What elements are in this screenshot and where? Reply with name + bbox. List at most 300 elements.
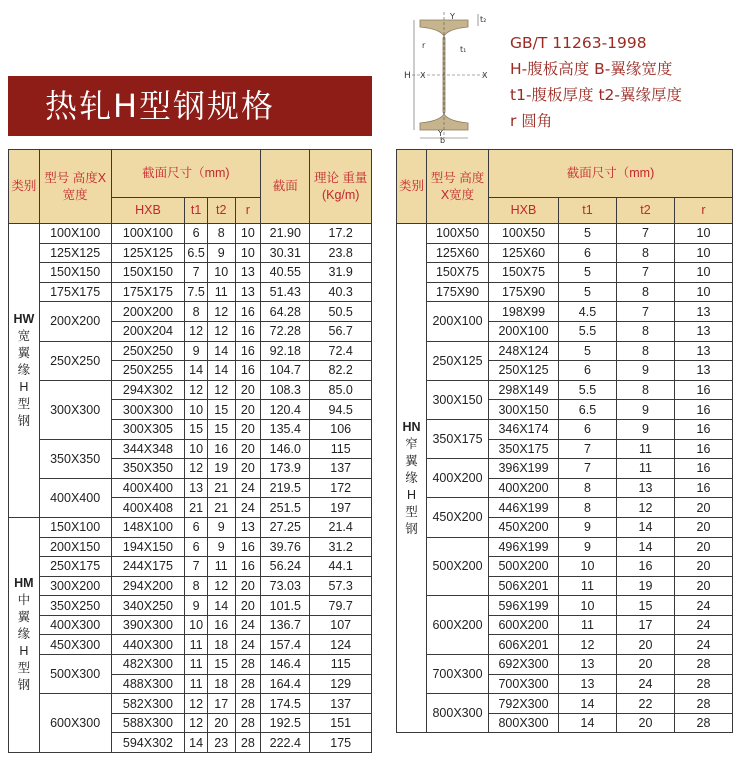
value-cell: 8	[559, 498, 617, 518]
value-cell: 800X300	[489, 713, 559, 733]
value-cell: 222.4	[261, 733, 310, 753]
value-cell: 13	[235, 517, 261, 537]
value-cell: 13	[675, 321, 733, 341]
value-cell: 7	[559, 459, 617, 479]
value-cell: 22	[617, 694, 675, 714]
diagram-t1: t₁	[460, 45, 467, 54]
value-cell: 20	[617, 655, 675, 675]
model-cell: 400X300	[39, 615, 111, 635]
value-cell: 14	[207, 361, 235, 381]
value-cell: 9	[185, 596, 208, 616]
value-cell: 194X150	[111, 537, 185, 557]
value-cell: 300X305	[111, 419, 185, 439]
value-cell: 18	[207, 674, 235, 694]
value-cell: 10	[235, 243, 261, 263]
value-cell: 11	[185, 674, 208, 694]
value-cell: 450X200	[489, 517, 559, 537]
value-cell: 13	[235, 263, 261, 283]
value-cell: 104.7	[261, 361, 310, 381]
value-cell: 10	[185, 439, 208, 459]
value-cell: 9	[559, 537, 617, 557]
value-cell: 6	[559, 361, 617, 381]
value-cell: 56.24	[261, 557, 310, 577]
table-row	[9, 341, 372, 361]
value-cell: 488X300	[111, 674, 185, 694]
model-cell: 400X400	[39, 478, 111, 517]
header-dims: 截面尺寸（mm)	[489, 150, 733, 198]
value-cell: 125X60	[489, 243, 559, 263]
value-cell: 192.5	[261, 713, 310, 733]
table-row	[9, 635, 372, 655]
header-area: 截面	[261, 150, 310, 224]
value-cell: 11	[559, 615, 617, 635]
value-cell: 28	[675, 674, 733, 694]
value-cell: 14	[185, 361, 208, 381]
category-name-char: 缘	[17, 627, 31, 642]
table-row	[397, 263, 733, 283]
value-cell: 30.31	[261, 243, 310, 263]
value-cell: 14	[207, 341, 235, 361]
value-cell: 19	[207, 459, 235, 479]
value-cell: 9	[617, 419, 675, 439]
value-cell: 8	[185, 302, 208, 322]
table-row	[397, 341, 733, 361]
value-cell: 16	[675, 380, 733, 400]
value-cell: 115	[310, 439, 372, 459]
table-row	[397, 419, 733, 439]
value-cell: 19	[617, 576, 675, 596]
value-cell: 24	[235, 635, 261, 655]
value-cell: 6	[185, 537, 208, 557]
table-row	[9, 282, 372, 302]
value-cell: 10	[559, 557, 617, 577]
header-model: 型号 高度X宽度	[39, 150, 111, 224]
model-cell: 150X75	[427, 263, 489, 283]
value-cell: 21.90	[261, 224, 310, 244]
value-cell: 12	[207, 302, 235, 322]
value-cell: 5	[559, 282, 617, 302]
value-cell: 5	[559, 224, 617, 244]
table-row	[9, 380, 372, 400]
value-cell: 8	[617, 282, 675, 302]
value-cell: 57.3	[310, 576, 372, 596]
value-cell: 20	[675, 517, 733, 537]
header-r: r	[675, 198, 733, 224]
value-cell: 28	[675, 694, 733, 714]
model-cell: 350X175	[427, 419, 489, 458]
left-spec-table	[8, 149, 372, 753]
value-cell: 173.9	[261, 459, 310, 479]
model-cell: 100X100	[39, 224, 111, 244]
category-name-char: 钢	[405, 521, 418, 536]
value-cell: 7	[617, 302, 675, 322]
value-cell: 175X90	[489, 282, 559, 302]
model-cell: 200X200	[39, 302, 111, 341]
value-cell: 20	[235, 419, 261, 439]
model-cell: 500X200	[427, 537, 489, 596]
table-row	[9, 557, 372, 577]
value-cell: 14	[559, 713, 617, 733]
value-cell: 400X408	[111, 498, 185, 518]
category-name-char: 中	[17, 593, 31, 608]
value-cell: 197	[310, 498, 372, 518]
diagram-b: b	[440, 136, 446, 144]
value-cell: 350X175	[489, 439, 559, 459]
value-cell: 16	[235, 557, 261, 577]
value-cell: 20	[675, 557, 733, 577]
value-cell: 6	[185, 517, 208, 537]
value-cell: 400X400	[111, 478, 185, 498]
value-cell: 24	[235, 478, 261, 498]
value-cell: 17	[207, 694, 235, 714]
table-row	[9, 439, 372, 459]
value-cell: 200X204	[111, 321, 185, 341]
value-cell: 692X300	[489, 655, 559, 675]
value-cell: 23.8	[310, 243, 372, 263]
table-row	[397, 655, 733, 675]
value-cell: 136.7	[261, 615, 310, 635]
table-row	[9, 302, 372, 322]
value-cell: 101.5	[261, 596, 310, 616]
value-cell: 16	[617, 557, 675, 577]
value-cell: 596X199	[489, 596, 559, 616]
model-cell: 150X100	[39, 517, 111, 537]
category-name-char: H	[19, 379, 29, 394]
category-name-char: 钢	[17, 413, 31, 428]
value-cell: 10	[675, 282, 733, 302]
value-cell: 11	[207, 557, 235, 577]
value-cell: 6.5	[559, 400, 617, 420]
value-cell: 39.76	[261, 537, 310, 557]
model-cell: 800X300	[427, 694, 489, 733]
value-cell: 20	[235, 459, 261, 479]
value-cell: 346X174	[489, 419, 559, 439]
value-cell: 11	[617, 459, 675, 479]
value-cell: 294X302	[111, 380, 185, 400]
value-cell: 11	[185, 635, 208, 655]
value-cell: 5.5	[559, 380, 617, 400]
model-cell: 250X175	[39, 557, 111, 577]
value-cell: 28	[235, 694, 261, 714]
value-cell: 6.5	[185, 243, 208, 263]
value-cell: 20	[207, 713, 235, 733]
value-cell: 340X250	[111, 596, 185, 616]
value-cell: 8	[185, 576, 208, 596]
model-cell: 300X150	[427, 380, 489, 419]
category-name-char: 宽	[17, 328, 31, 343]
value-cell: 14	[185, 733, 208, 753]
value-cell: 15	[207, 419, 235, 439]
header-weight: 理论 重量 (Kg/m)	[310, 150, 372, 224]
value-cell: 21	[185, 498, 208, 518]
value-cell: 21.4	[310, 517, 372, 537]
value-cell: 27.25	[261, 517, 310, 537]
diagram-y-bottom: Y	[438, 129, 443, 138]
value-cell: 8	[617, 243, 675, 263]
value-cell: 300X300	[111, 400, 185, 420]
value-cell: 15	[185, 419, 208, 439]
value-cell: 198X99	[489, 302, 559, 322]
value-cell: 16	[675, 439, 733, 459]
value-cell: 24	[675, 596, 733, 616]
value-cell: 11	[559, 576, 617, 596]
value-cell: 20	[617, 713, 675, 733]
diagram-x-left: X	[420, 71, 426, 80]
value-cell: 10	[207, 263, 235, 283]
value-cell: 137	[310, 459, 372, 479]
table-row	[9, 615, 372, 635]
value-cell: 594X302	[111, 733, 185, 753]
value-cell: 248X124	[489, 341, 559, 361]
category-cell	[397, 224, 427, 733]
table-row	[9, 224, 372, 244]
value-cell: 251.5	[261, 498, 310, 518]
table-row	[397, 459, 733, 479]
value-cell: 24	[675, 635, 733, 655]
value-cell: 300X150	[489, 400, 559, 420]
value-cell: 12	[207, 321, 235, 341]
table-row	[9, 537, 372, 557]
value-cell: 12	[185, 321, 208, 341]
value-cell: 250X255	[111, 361, 185, 381]
value-cell: 446X199	[489, 498, 559, 518]
value-cell: 72.28	[261, 321, 310, 341]
table-row	[9, 243, 372, 263]
value-cell: 174.5	[261, 694, 310, 714]
value-cell: 12	[185, 713, 208, 733]
table-row	[397, 302, 733, 322]
value-cell: 175X175	[111, 282, 185, 302]
category-cell	[9, 517, 40, 752]
header-t2: t2	[617, 198, 675, 224]
model-cell: 300X200	[39, 576, 111, 596]
value-cell: 200X100	[489, 321, 559, 341]
value-cell: 16	[675, 400, 733, 420]
value-cell: 92.18	[261, 341, 310, 361]
value-cell: 20	[675, 537, 733, 557]
model-cell: 200X150	[39, 537, 111, 557]
value-cell: 73.03	[261, 576, 310, 596]
table-row	[9, 263, 372, 283]
value-cell: 506X201	[489, 576, 559, 596]
value-cell: 792X300	[489, 694, 559, 714]
value-cell: 8	[617, 380, 675, 400]
value-cell: 5	[559, 263, 617, 283]
value-cell: 9	[559, 517, 617, 537]
header-hxb: HXB	[111, 198, 185, 224]
model-cell: 600X300	[39, 694, 111, 753]
value-cell: 108.3	[261, 380, 310, 400]
value-cell: 8	[617, 321, 675, 341]
value-cell: 56.7	[310, 321, 372, 341]
category-name-char: H	[406, 487, 417, 502]
model-cell: 125X125	[39, 243, 111, 263]
value-cell: 100X50	[489, 224, 559, 244]
value-cell: 164.4	[261, 674, 310, 694]
value-cell: 9	[617, 400, 675, 420]
header-model: 型号 高度X宽度	[427, 150, 489, 224]
value-cell: 20	[675, 576, 733, 596]
value-cell: 9	[185, 341, 208, 361]
value-cell: 44.1	[310, 557, 372, 577]
value-cell: 40.55	[261, 263, 310, 283]
value-cell: 16	[207, 615, 235, 635]
standard-t1-t2: t1-腹板厚度 t2-翼缘厚度	[510, 86, 682, 104]
model-cell: 250X125	[427, 341, 489, 380]
value-cell: 16	[207, 439, 235, 459]
value-cell: 72.4	[310, 341, 372, 361]
value-cell: 9	[207, 517, 235, 537]
standard-code: GB/T 11263-1998	[510, 34, 647, 52]
value-cell: 7	[185, 263, 208, 283]
model-cell: 175X90	[427, 282, 489, 302]
model-cell: 100X50	[427, 224, 489, 244]
model-cell: 500X300	[39, 655, 111, 694]
value-cell: 150X150	[111, 263, 185, 283]
value-cell: 700X300	[489, 674, 559, 694]
standard-notes	[510, 30, 735, 134]
value-cell: 10	[235, 224, 261, 244]
value-cell: 400X200	[489, 478, 559, 498]
value-cell: 6	[185, 224, 208, 244]
value-cell: 137	[310, 694, 372, 714]
value-cell: 11	[617, 439, 675, 459]
value-cell: 64.28	[261, 302, 310, 322]
value-cell: 28	[235, 713, 261, 733]
category-name-char: 型	[17, 396, 31, 411]
value-cell: 7.5	[185, 282, 208, 302]
value-cell: 10	[185, 400, 208, 420]
category-name-char: 钢	[17, 678, 31, 693]
category-name-char: H	[19, 644, 29, 659]
value-cell: 11	[207, 282, 235, 302]
category-name-char: 型	[405, 504, 418, 519]
value-cell: 18	[207, 635, 235, 655]
category-name-char: 缘	[17, 362, 31, 377]
value-cell: 10	[185, 615, 208, 635]
value-cell: 24	[675, 615, 733, 635]
value-cell: 250X250	[111, 341, 185, 361]
value-cell: 390X300	[111, 615, 185, 635]
value-cell: 28	[235, 674, 261, 694]
model-cell: 125X60	[427, 243, 489, 263]
value-cell: 15	[207, 655, 235, 675]
model-cell: 400X200	[427, 459, 489, 498]
value-cell: 17.2	[310, 224, 372, 244]
value-cell: 85.0	[310, 380, 372, 400]
value-cell: 350X350	[111, 459, 185, 479]
table-row	[9, 576, 372, 596]
value-cell: 8	[559, 478, 617, 498]
value-cell: 20	[235, 380, 261, 400]
value-cell: 7	[617, 263, 675, 283]
value-cell: 24	[617, 674, 675, 694]
value-cell: 12	[185, 694, 208, 714]
value-cell: 28	[235, 733, 261, 753]
value-cell: 582X300	[111, 694, 185, 714]
model-cell: 150X150	[39, 263, 111, 283]
table-row	[397, 498, 733, 518]
value-cell: 9	[207, 243, 235, 263]
value-cell: 16	[675, 459, 733, 479]
table-row	[397, 243, 733, 263]
header-dims: 截面尺寸（mm)	[111, 150, 261, 198]
model-cell: 200X100	[427, 302, 489, 341]
value-cell: 40.3	[310, 282, 372, 302]
value-cell: 12	[207, 380, 235, 400]
category-name-char: 翼	[17, 345, 31, 360]
header-t1: t1	[185, 198, 208, 224]
value-cell: 23	[207, 733, 235, 753]
value-cell: 4.5	[559, 302, 617, 322]
value-cell: 8	[207, 224, 235, 244]
value-cell: 7	[617, 224, 675, 244]
value-cell: 7	[559, 439, 617, 459]
value-cell: 12	[207, 576, 235, 596]
diagram-y-top: Y	[450, 12, 455, 21]
diagram-h: H	[404, 71, 411, 81]
value-cell: 15	[617, 596, 675, 616]
value-cell: 157.4	[261, 635, 310, 655]
header-t2: t2	[207, 198, 235, 224]
value-cell: 16	[235, 321, 261, 341]
table-row	[9, 694, 372, 714]
value-cell: 107	[310, 615, 372, 635]
value-cell: 20	[675, 498, 733, 518]
value-cell: 24	[235, 498, 261, 518]
model-cell: 300X300	[39, 380, 111, 439]
diagram-r: r	[422, 41, 426, 50]
value-cell: 10	[675, 243, 733, 263]
standard-r: r 圆角	[510, 112, 553, 130]
value-cell: 294X200	[111, 576, 185, 596]
model-cell: 350X250	[39, 596, 111, 616]
value-cell: 21	[207, 478, 235, 498]
category-name-char: 型	[17, 661, 31, 676]
table-row	[9, 517, 372, 537]
value-cell: 10	[559, 596, 617, 616]
value-cell: 82.2	[310, 361, 372, 381]
title-banner	[8, 76, 372, 136]
value-cell: 31.9	[310, 263, 372, 283]
value-cell: 11	[185, 655, 208, 675]
value-cell: 13	[235, 282, 261, 302]
model-cell: 175X175	[39, 282, 111, 302]
category-code: HW	[13, 311, 35, 326]
value-cell: 14	[559, 694, 617, 714]
table-row	[9, 655, 372, 675]
h-beam-diagram-icon	[398, 8, 498, 144]
value-cell: 20	[235, 596, 261, 616]
value-cell: 8	[617, 341, 675, 361]
category-code: HM	[14, 576, 34, 591]
value-cell: 79.7	[310, 596, 372, 616]
value-cell: 21	[207, 498, 235, 518]
value-cell: 28	[235, 655, 261, 675]
value-cell: 146.0	[261, 439, 310, 459]
value-cell: 146.4	[261, 655, 310, 675]
category-cell	[9, 224, 40, 518]
standard-h-b: H-腹板高度 B-翼缘宽度	[510, 60, 673, 78]
value-cell: 13	[185, 478, 208, 498]
category-name-char: 翼	[17, 610, 31, 625]
value-cell: 606X201	[489, 635, 559, 655]
value-cell: 94.5	[310, 400, 372, 420]
value-cell: 600X200	[489, 615, 559, 635]
value-cell: 588X300	[111, 713, 185, 733]
table-row	[397, 596, 733, 616]
value-cell: 16	[675, 478, 733, 498]
